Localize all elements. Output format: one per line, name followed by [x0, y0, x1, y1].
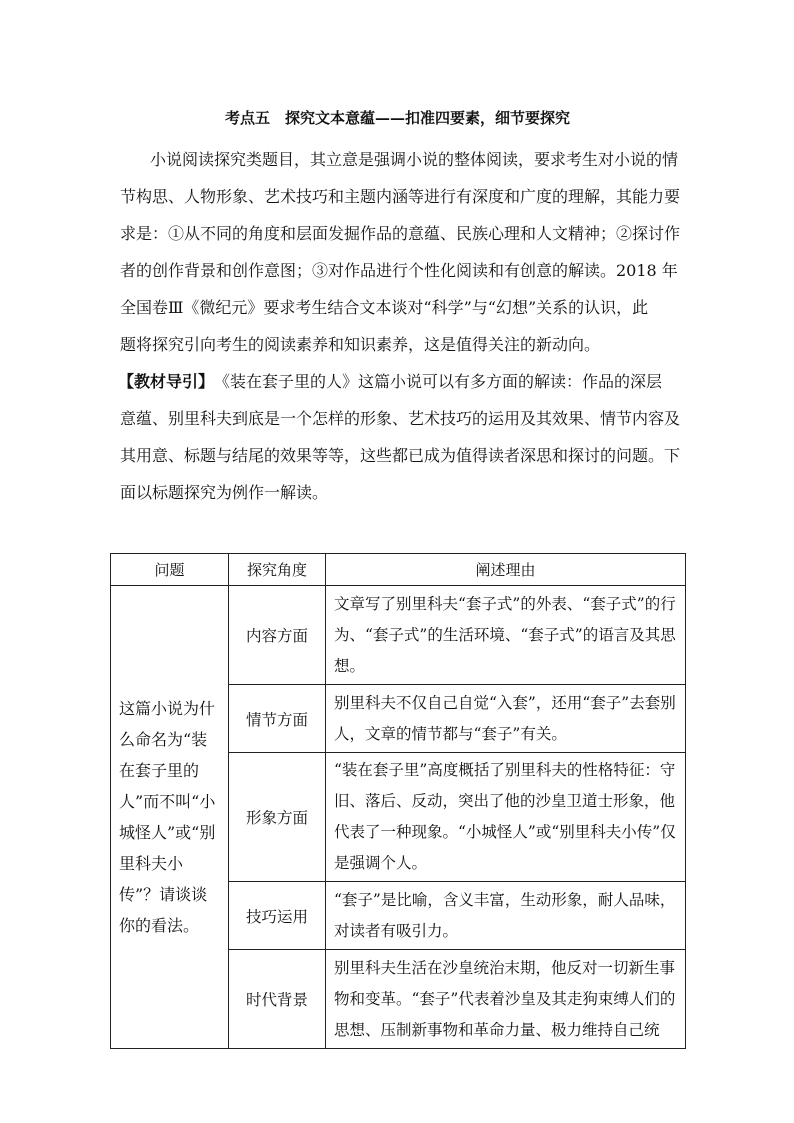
- reason-cell: 文章写了别里科夫“套子式”的外表、“套子式”的行为、“套子式”的生活环境、“套子式”的语言及其思想。: [326, 586, 686, 685]
- guide-line: 其用意、标题与结尾的效果等等，这些都已成为值得读者深思和探讨的问题。下: [120, 446, 681, 465]
- guide-label: 【教材导引】: [118, 372, 215, 391]
- header-reason: 阐述理由: [326, 554, 686, 586]
- reason-cell: 别里科夫生活在沙皇统治末期，他反对一切新生事物和变革。“套子”代表着沙皇及其走狗束缚人们的思想、压制新事物和革命力量、极力维持自己统: [326, 950, 686, 1049]
- reason-cell: “装在套子里”高度概括了别里科夫的性格特征：守旧、落后、反动，突出了他的沙皇卫道士形象，他代表了一种现象。“小城怪人”或“别里科夫小传”仅是强调个人。: [326, 753, 686, 882]
- angle-cell: 形象方面: [229, 753, 326, 882]
- angle-cell: 技巧运用: [229, 882, 326, 950]
- header-question: 问题: [111, 554, 229, 586]
- guide-line: 意蕴、别里科夫到底是一个怎样的形象、艺术技巧的运用及其效果、情节内容及: [120, 409, 681, 428]
- guide-line: 面以标题探究为例作一解读。: [120, 483, 329, 502]
- intro-line: 题将探究引向考生的阅读素养和知识素养，这是值得关注的新动向。: [120, 335, 601, 354]
- angle-cell: 内容方面: [229, 586, 326, 685]
- intro-line: 小说阅读探究类题目，其立意是强调小说的整体阅读，要求考生对小说的情: [150, 150, 679, 169]
- angle-cell: 时代背景: [229, 950, 326, 1049]
- header-angle: 探究角度: [229, 554, 326, 586]
- guide-first-line: 《装在套子里的人》这篇小说可以有多方面的解读：作品的深层: [222, 372, 663, 391]
- reason-cell: 别里科夫不仅自己自觉“入套”，还用“套子”去套别人，文章的情节都与“套子”有关。: [326, 685, 686, 753]
- intro-line: 全国卷Ⅲ《微纪元》要求考生结合文本谈对“科学”与“幻想”关系的认识，此: [120, 298, 649, 317]
- question-cell: 这篇小说为什么命名为“装在套子里的人”而不叫“小城怪人”或“别里科夫小传”？请谈谈你的看法。: [111, 586, 229, 1049]
- reason-cell: “套子”是比喻，含义丰富，生动形象，耐人品味，对读者有吸引力。: [326, 882, 686, 950]
- guide-line: [118, 370, 683, 394]
- intro-line: 节构思、人物形象、艺术技巧和主题内涵等进行有深度和广度的理解，其能力要: [120, 187, 681, 206]
- intro-line: 求是：①从不同的角度和层面发掘作品的意蕴、民族心理和人文精神；②探讨作: [120, 224, 681, 243]
- table-row: [111, 586, 686, 685]
- analysis-table: [110, 553, 686, 1049]
- intro-line: 者的创作背景和创作意图；③对作品进行个性化阅读和有创意的解读。2018 年: [120, 261, 678, 280]
- section-heading: 考点五 探究文本意蕴——扣准四要素，细节要探究: [224, 109, 570, 127]
- angle-cell: 情节方面: [229, 685, 326, 753]
- table-header-row: [111, 554, 686, 586]
